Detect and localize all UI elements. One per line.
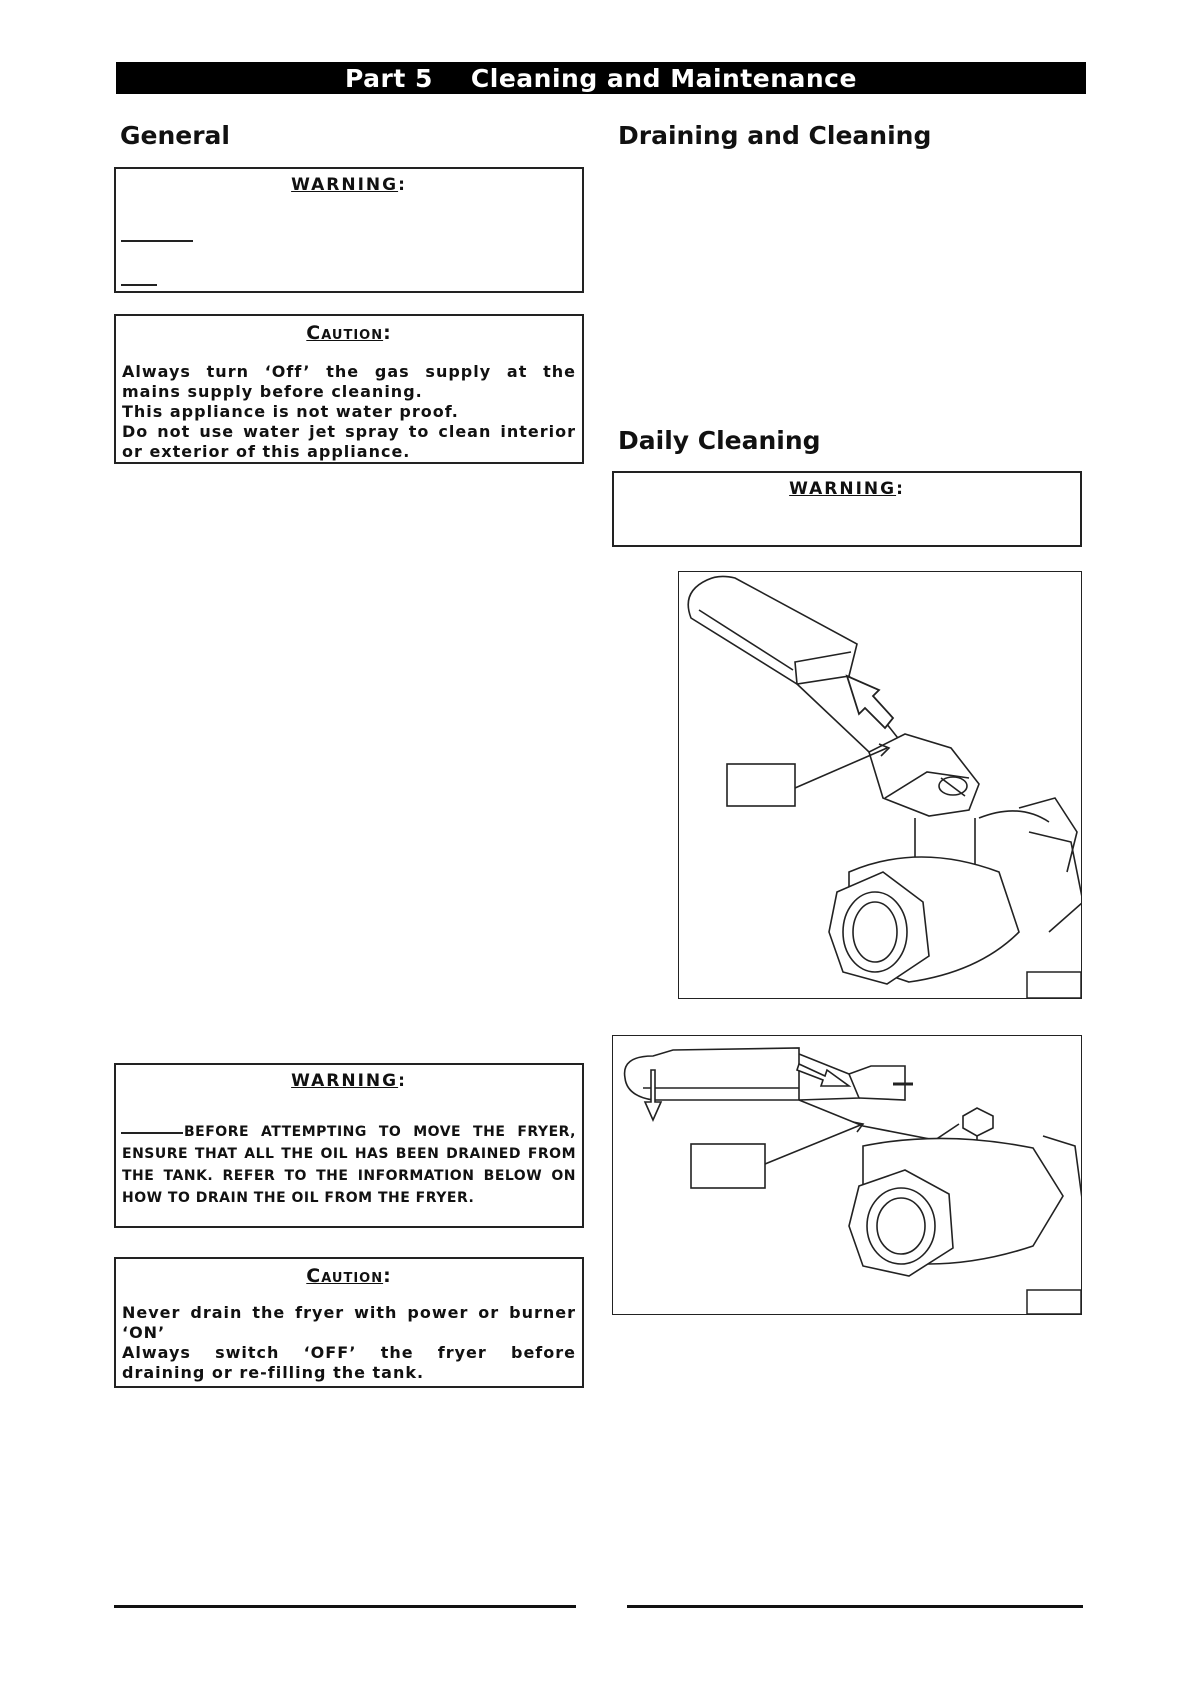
footer-rule-right: [627, 1605, 1083, 1608]
ball-valve-lever-horizontal-icon: [613, 1036, 1082, 1315]
caution-line: Do not use water jet spray to clean interior or exterior of this appliance.: [122, 422, 576, 461]
warning-box-general: WARNING:: [114, 167, 584, 293]
caution-title: Caution: [306, 322, 384, 344]
caution-text: [116, 1303, 582, 1383]
underline-mark: [121, 240, 193, 242]
footer-rule-left: [114, 1605, 576, 1608]
ball-valve-lever-up-icon: [679, 572, 1082, 999]
caution-text: [116, 362, 582, 462]
caution-title: Caution: [306, 1265, 384, 1287]
caution-box-general: Caution: Always turn ‘Off’ the gas supply at the mains supply before cleaning. This appliance is not water proof. Do not use water jet spray to clean interior or exterior of this appliance.: [114, 314, 584, 464]
daily-cleaning-heading: Daily Cleaning: [618, 426, 821, 455]
warning-title: WARNING: [789, 479, 897, 499]
part-number: Part 5: [345, 63, 433, 93]
underline-mark: [121, 1132, 183, 1134]
warning-title: WARNING: [291, 175, 399, 195]
section-banner: [116, 62, 1086, 94]
draining-heading: Draining and Cleaning: [618, 121, 932, 150]
drain-valve-closed-figure: [678, 571, 1082, 999]
warning-move-text: BEFORE ATTEMPTING TO MOVE THE FRYER, ENSURE THAT ALL THE OIL HAS BEEN DRAINED FROM THE TANK. REFER TO THE INFORMATION BELOW ON HOW TO DRAIN THE OIL FROM THE FRYER.: [122, 1124, 576, 1206]
warning-box-daily: WARNING:: [612, 471, 1082, 547]
general-heading: General: [120, 121, 230, 150]
section-title: Cleaning and Maintenance: [470, 63, 857, 93]
caution-line: Always turn ‘Off’ the gas supply at the mains supply before cleaning.: [122, 362, 576, 401]
underline-mark: [121, 284, 157, 286]
caution-line: This appliance is not water proof.: [122, 402, 459, 421]
caution-line: Never drain the fryer with power or burner ‘ON’: [122, 1303, 576, 1342]
warning-title: WARNING: [291, 1071, 399, 1091]
caution-line: Always switch ‘OFF’ the fryer before draining or re-filling the tank.: [122, 1343, 576, 1382]
warning-box-move-fryer: WARNING: BEFORE ATTEMPTING TO MOVE THE FRYER, ENSURE THAT ALL THE OIL HAS BEEN DRAINED FROM THE TANK. REFER TO THE INFORMATION BELOW ON HOW TO DRAIN THE OIL FROM THE FRYER.: [114, 1063, 584, 1228]
drain-valve-open-figure: [612, 1035, 1082, 1315]
caution-box-draining: Caution: Never drain the fryer with power or burner ‘ON’ Always switch ‘OFF’ the fryer before draining or re-filling the tank.: [114, 1257, 584, 1388]
